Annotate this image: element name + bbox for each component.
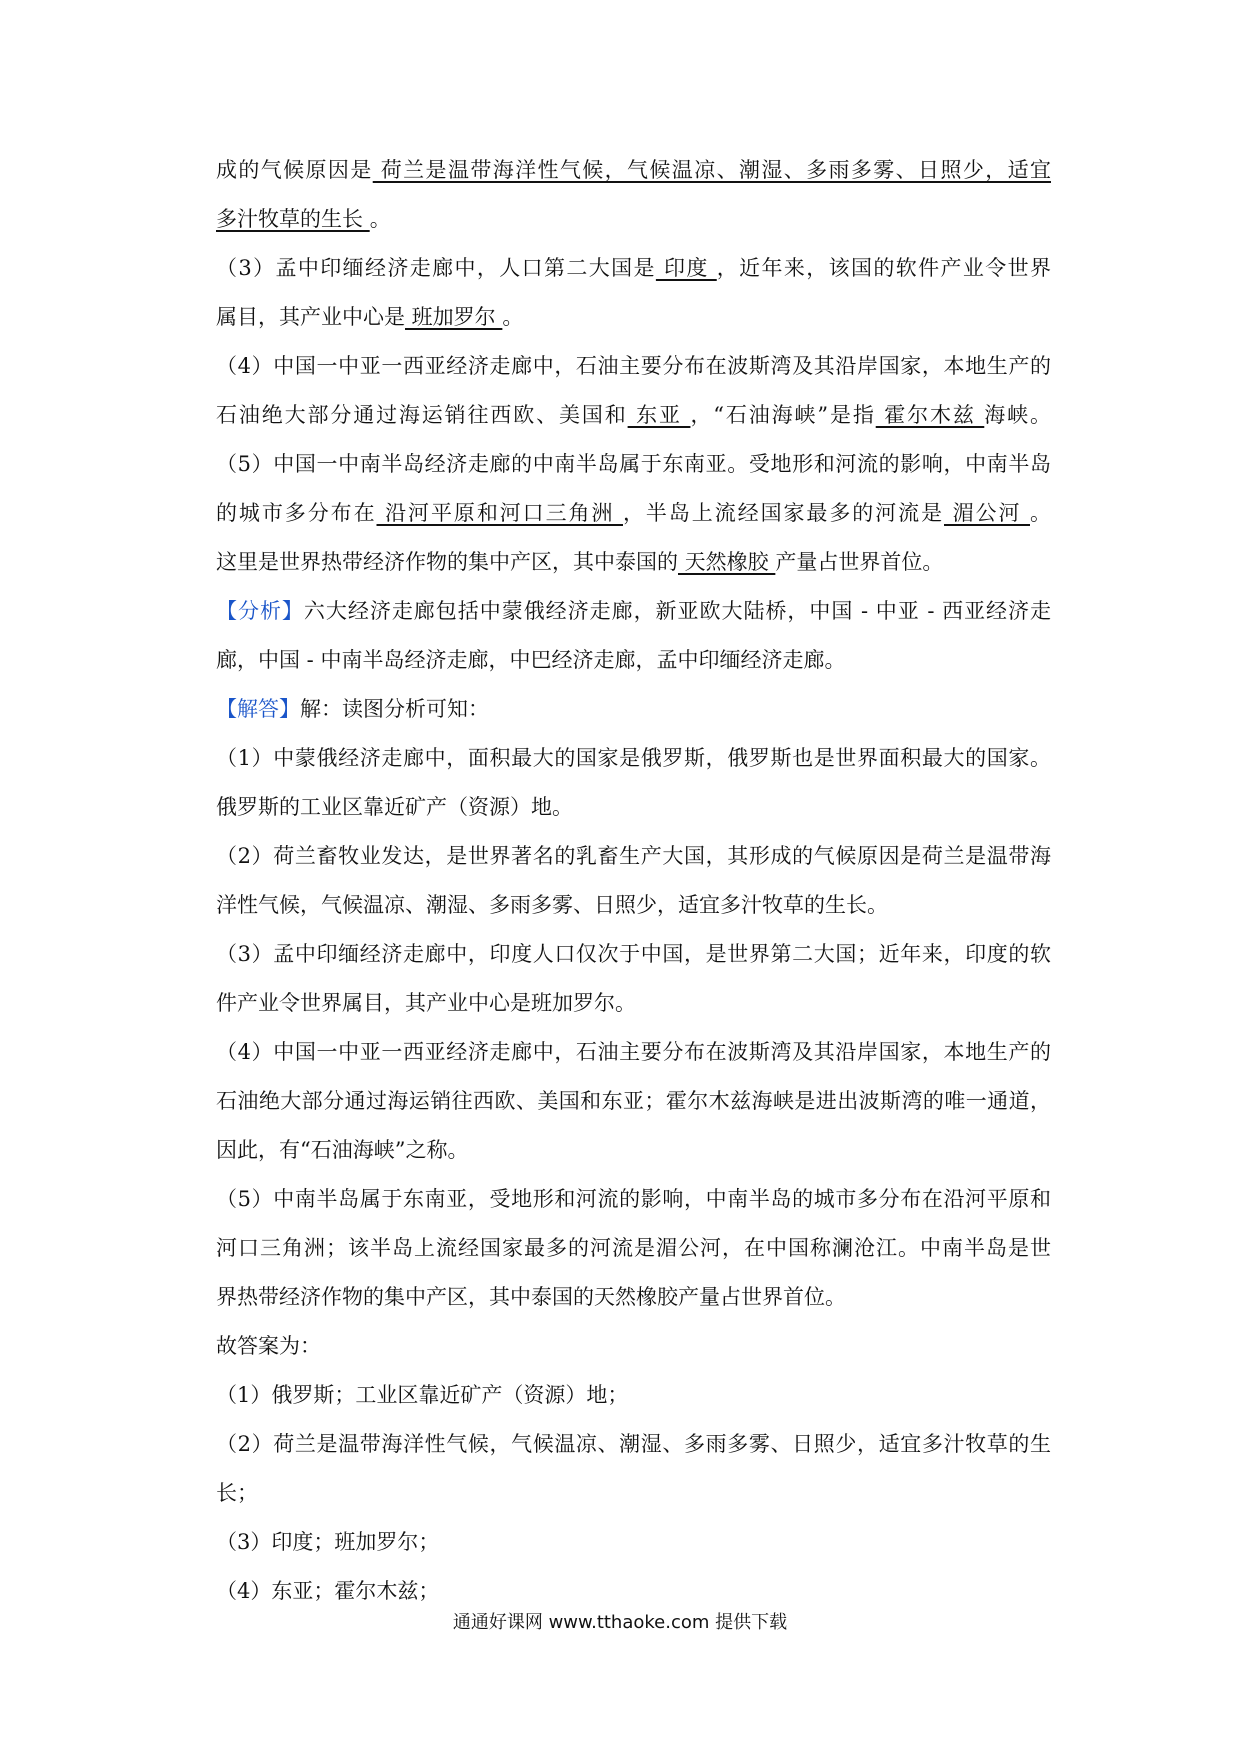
answer-line: 石油绝大部分通过海运销往西欧、美国和东亚；霍尔木兹海峡是进出波斯湾的唯一通道， — [216, 1089, 1051, 1113]
fill-blank-answer: 荷兰是温带海洋性气候，气候温凉、潮湿、多雨多雾、日照少，适宜 — [372, 158, 1051, 182]
answer-line: （1）中蒙俄经济走廊中，面积最大的国家是俄罗斯，俄罗斯也是世界面积最大的国家。 — [216, 746, 1051, 770]
answer-line: 成的气候原因是 荷兰是温带海洋性气候，气候温凉、潮湿、多雨多雾、日照少，适宜 — [216, 158, 1051, 182]
answer-line: 多汁牧草的生长 。 — [216, 207, 391, 231]
fill-blank-answer: 霍尔木兹 — [875, 403, 985, 427]
analysis-line: 【分析】六大经济走廊包括中蒙俄经济走廊，新亚欧大陆桥，中国 - 中亚 - 西亚经济走 — [216, 599, 1051, 623]
question-line: 的城市多分布在 沿河平原和河口三角洲 ，半岛上流经国家最多的河流是 湄公河 。 — [216, 501, 1051, 525]
final-answer-line: （1）俄罗斯；工业区靠近矿产（资源）地； — [216, 1383, 629, 1407]
fill-blank-answer: 班加罗尔 — [405, 305, 503, 329]
answer-heading-line: 【解答】解：读图分析可知： — [216, 697, 489, 721]
question-line: （5）中国一中南半岛经济走廊的中南半岛属于东南亚。受地形和河流的影响，中南半岛 — [216, 452, 1051, 476]
answer-tag: 【解答】 — [216, 697, 300, 721]
fill-blank-answer: 沿河平原和河口三角洲 — [376, 501, 623, 525]
fill-blank-answer: 东亚 — [627, 403, 691, 427]
answer-line: 俄罗斯的工业区靠近矿产（资源）地。 — [216, 795, 573, 819]
answer-line: 河口三角洲；该半岛上流经国家最多的河流是湄公河，在中国称澜沧江。中南半岛是世 — [216, 1236, 1051, 1260]
answer-line: （2）荷兰畜牧业发达，是世界著名的乳畜生产大国，其形成的气候原因是荷兰是温带海 — [216, 844, 1051, 868]
answer-line: （3）孟中印缅经济走廊中，印度人口仅次于中国，是世界第二大国；近年来，印度的软 — [216, 942, 1051, 966]
answer-line: 件产业令世界属目，其产业中心是班加罗尔。 — [216, 991, 636, 1015]
final-answer-line: 长； — [216, 1481, 258, 1505]
question-line: （4）中国一中亚一西亚经济走廊中，石油主要分布在波斯湾及其沿岸国家，本地生产的 — [216, 354, 1051, 378]
answer-line: 界热带经济作物的集中产区，其中泰国的天然橡胶产量占世界首位。 — [216, 1285, 846, 1309]
fill-blank-answer: 湄公河 — [944, 501, 1030, 525]
question-line: 石油绝大部分通过海运销往西欧、美国和 东亚 ，“石油海峡”是指 霍尔木兹 海峡。 — [216, 403, 1051, 427]
answer-line: 因此，有“石油海峡”之称。 — [216, 1138, 469, 1162]
question-line: 属目，其产业中心是 班加罗尔 。 — [216, 305, 524, 329]
final-heading: 故答案为： — [216, 1334, 321, 1358]
analysis-tag: 【分析】 — [216, 599, 304, 623]
fill-blank-answer: 印度 — [655, 256, 717, 280]
document-body — [216, 146, 1051, 1616]
answer-line: （4）中国一中亚一西亚经济走廊中，石油主要分布在波斯湾及其沿岸国家，本地生产的 — [216, 1040, 1051, 1064]
page-footer: 通通好课网 www.tthaoke.com 提供下载 — [452, 1612, 788, 1633]
question-line: 这里是世界热带经济作物的集中产区，其中泰国的 天然橡胶 产量占世界首位。 — [216, 550, 944, 574]
final-answer-line: （4）东亚；霍尔木兹； — [216, 1579, 440, 1603]
final-answer-line: （2）荷兰是温带海洋性气候，气候温凉、潮湿、多雨多雾、日照少，适宜多汁牧草的生 — [216, 1432, 1051, 1456]
analysis-line: 廊，中国 - 中南半岛经济走廊，中巴经济走廊，孟中印缅经济走廊。 — [216, 648, 846, 672]
answer-line: （5）中南半岛属于东南亚，受地形和河流的影响，中南半岛的城市多分布在沿河平原和 — [216, 1187, 1051, 1211]
fill-blank-answer: 多汁牧草的生长 — [216, 207, 370, 231]
final-answer-line: （3）印度；班加罗尔； — [216, 1530, 440, 1554]
question-line: （3）孟中印缅经济走廊中，人口第二大国是 印度 ，近年来，该国的软件产业令世界 — [216, 256, 1051, 280]
answer-line: 洋性气候，气候温凉、潮湿、多雨多雾、日照少，适宜多汁牧草的生长。 — [216, 893, 888, 917]
fill-blank-answer: 天然橡胶 — [678, 550, 776, 574]
